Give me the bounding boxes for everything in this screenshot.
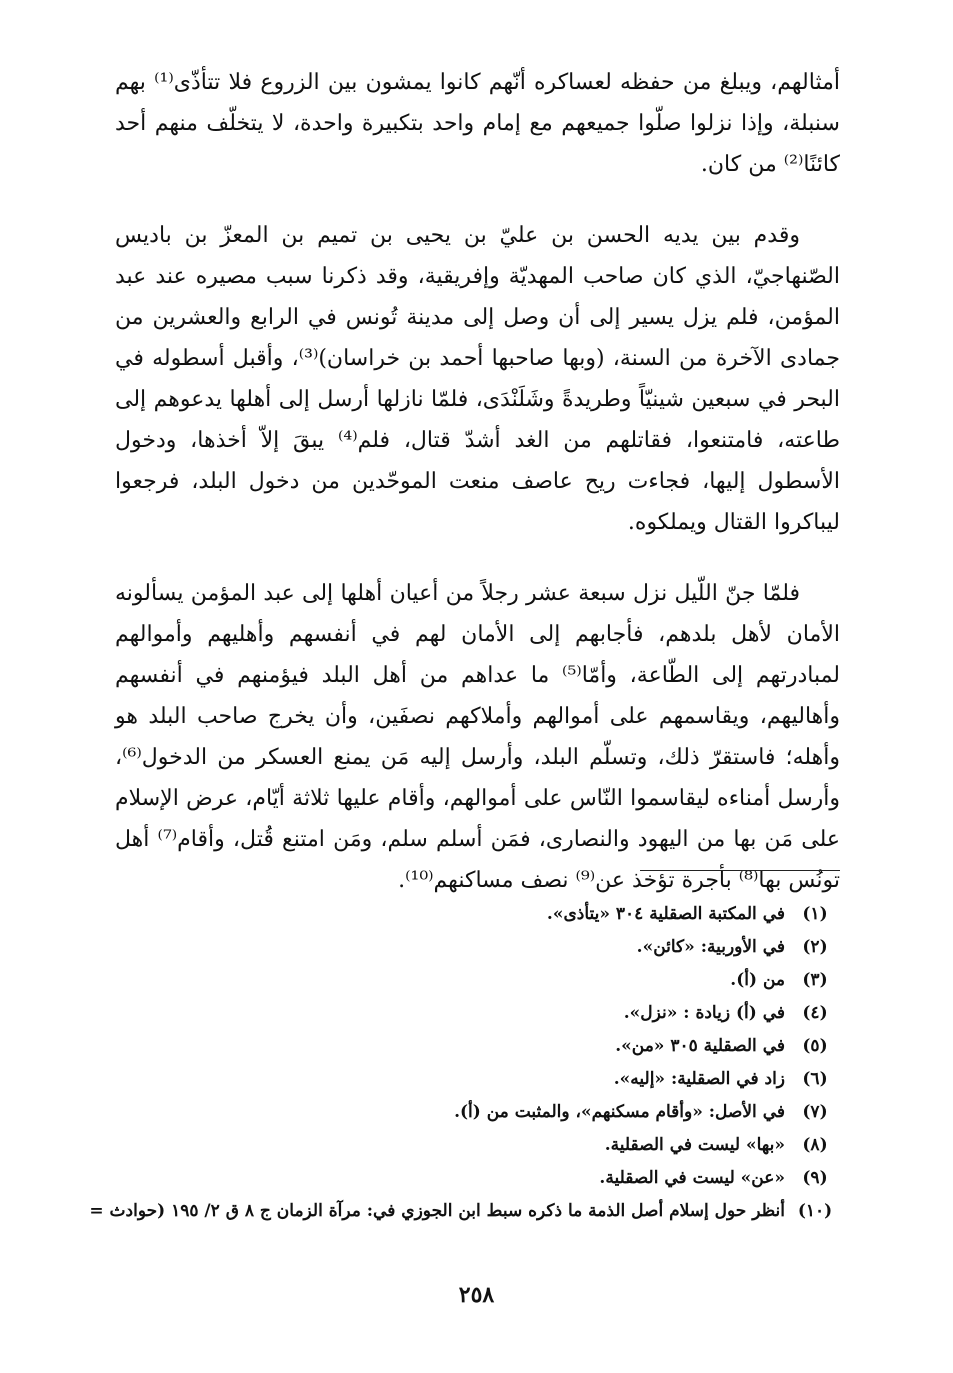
footnote-item — [105, 898, 845, 931]
footnote-number: (٤) — [802, 1003, 828, 1023]
footnote-number: (٨) — [802, 1135, 828, 1155]
footnote-item — [105, 1162, 845, 1195]
paragraph-gap — [115, 185, 840, 215]
footnote-item — [105, 997, 845, 1030]
footnote-text: «عن» ليست في الصقلية. — [599, 1168, 785, 1188]
footnote-text: من (أ). — [730, 970, 785, 990]
footnote-item — [105, 1096, 845, 1129]
footnote-item — [105, 1063, 845, 1096]
footnote-text: «بها» ليست في الصقلية. — [604, 1135, 785, 1155]
page-number: ٢٥٨ — [458, 1282, 495, 1308]
footnote-number: (٧) — [802, 1102, 828, 1122]
footnote-text: في الصقلية ٣٠٥ «من». — [615, 1036, 785, 1056]
footnote-item — [105, 964, 845, 997]
footnote-number: (١) — [802, 904, 828, 924]
footnote-item — [105, 1030, 845, 1063]
main-text — [115, 62, 840, 901]
footnote-text: زاد في الصقلية: «إليه». — [613, 1069, 785, 1089]
paragraph-1: أمثالهم، ويبلغ من حفظه لعساكره أنّهم كانوا يمشون بين الزروع فلا تتأذّى⁽¹⁾ بهم سنبلة، وإذا نزلوا صلّوا جميعهم مع إمام واحد بتكبيرة واحدة، لا يتخلّف منهم أحد كائنًا⁽²⁾ من كان. — [115, 70, 840, 177]
paragraph-2: وقدم بين يديه الحسن بن عليّ بن يحيى بن تميم بن المعزّ بن باديس الصّنهاجيّ، الذي كان صاحب المهديّة وإفريقية، وقد ذكرنا سبب مصيره عند عبد المؤمن، فلم يزل يسير إلى أن وصل إلى مدينة تُونس في الرابع والعشرين من جمادى الآخرة من السنة، (وبها صاحبها أحمد بن خراسان)⁽³⁾، وأقبل أسطوله في البحر في سبعين شينيّاً وطريدةً وشَلَنْدَى، فلمّا نازلها أرسل إلى أهلها يدعوهم إلى طاعته، فامتنعوا، فقاتلهم من الغد أشدّ قتال، فلم⁽⁴⁾ يبقَ إلاّ أخذها، ودخول الأسطول إليها، فجاءت ريح عاصف منعت الموحّدين من دخول البلد، فرجعوا ليباكروا القتال ويملكوه. — [115, 223, 840, 535]
paragraph-gap — [115, 543, 840, 573]
footnote-number: (٢) — [802, 937, 828, 957]
paragraph-3: فلمّا جنّ اللّيل نزل سبعة عشر رجلاً من أعيان أهلها إلى عبد المؤمن يسألونه الأمان لأهل بلدهم، فأجابهم إلى الأمان لهم في أنفسهم وأهليهم وأموالهم لمبادرتهم إلى الطّاعة، وأمّا⁽⁵⁾ ما عداهم من أهل البلد فيؤمنهم في أنفسهم وأهاليهم، ويقاسمهم على أموالهم وأملاكهم نصفَين، وأن يخرج صاحب البلد هو وأهله؛ فاستقرّ ذلك، وتسلّم البلد، وأرسل إليه مَن يمنع العسكر من الدخول⁽⁶⁾، وأرسل أمناءه ليقاسموا النّاس على أموالهم، وأقام عليها ثلاثة أيّام، عرض الإسلام على مَن بها من اليهود والنصارى، فمَن أسلم سلم، ومَن امتنع قُتل، وأقام⁽⁷⁾ أهل تونُس بها⁽⁸⁾ بأجرة تؤخذ عن⁽⁹⁾ نصف مساكنهم⁽¹⁰⁾. — [115, 581, 841, 893]
footnote-number: (٦) — [802, 1069, 828, 1089]
footnote-item — [105, 931, 845, 964]
footnote-item — [105, 1129, 845, 1162]
footnote-number: (١٠) — [797, 1201, 833, 1221]
footnote-separator — [640, 870, 840, 871]
footnote-number: (٣) — [802, 970, 828, 990]
footnote-text: في (أ) زيادة : «نزل». — [623, 1003, 785, 1023]
footnote-text: في الأوربية: «كائن». — [636, 937, 785, 957]
footnote-item — [89, 1195, 845, 1228]
footnote-text: في المكتبة الصقلية ٣٠٤ «يتأذى». — [546, 904, 785, 924]
footnote-number: (٩) — [802, 1168, 828, 1188]
footnote-text: أنظر حول إسلام أصل الذمة ما ذكره سبط ابن الجوزي في: مرآة الزمان ج ٨ ق ٢/ ١٩٥ (حوادث = — [89, 1201, 785, 1221]
footnote-number: (٥) — [802, 1036, 828, 1056]
footnotes — [89, 898, 845, 1228]
footnote-text: في الأصل: «وأقام مسكنهم»، والمثبت من (أ). — [454, 1102, 785, 1122]
